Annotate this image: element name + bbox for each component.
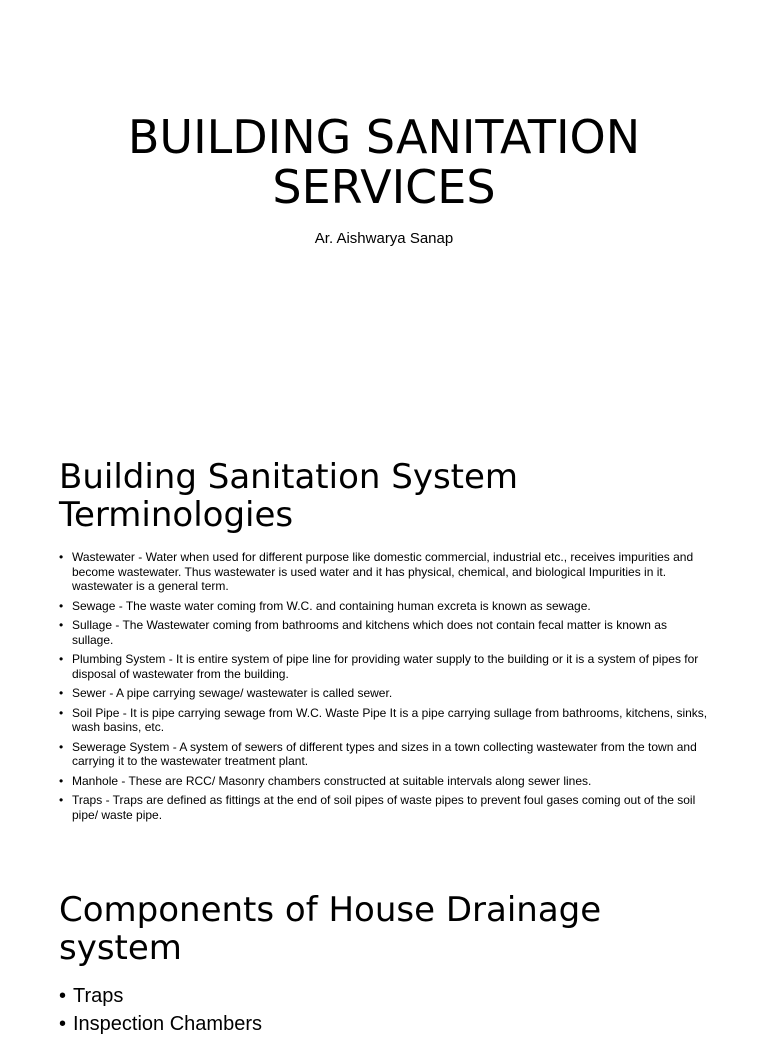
list-item: • Traps [59,982,262,1010]
terminologies-heading-line-1: Building Sanitation System [59,457,519,497]
list-item: • Wastewater - Water when used for different purpose like domestic commercial, industrial etc., receives impurities and become wastewater. Thus wastewater is used water and it has physical, chemical, and biological Impurities in it. wastewater is a general term. [59,550,709,594]
page-title-line-2: SERVICES [272,160,496,214]
terminologies-heading [59,458,518,534]
components-heading-line-1: Components of House Drainage [59,890,602,930]
terminology-list [59,550,709,827]
list-item: • Inspection Chambers [59,1010,262,1038]
list-item: • Soil Pipe - It is pipe carrying sewage from W.C. Waste Pipe It is a pipe carrying sullage from bathrooms, kitchens, sinks, wash basins, etc. [59,706,709,735]
list-item: • Sullage - The Wastewater coming from bathrooms and kitchens which does not contain fecal matter is known as sullage. [59,618,709,647]
list-item: • Traps - Traps are defined as fittings at the end of soil pipes of waste pipes to prevent foul gases coming out of the soil pipe/ waste pipe. [59,793,709,822]
page-title-line-1: BUILDING SANITATION [127,110,641,164]
components-list [59,982,262,1038]
list-item: • Sewerage System - A system of sewers of different types and sizes in a town collecting wastewater from the town and carrying it to the wastewater treatment plant. [59,740,709,769]
list-item: • Sewage - The waste water coming from W.C. and containing human excreta is known as sewage. [59,599,709,614]
components-heading-line-2: system [59,928,182,968]
terminologies-heading-line-2: Terminologies [59,495,294,535]
author-name: Ar. Aishwarya Sanap [314,230,454,247]
components-heading [59,891,601,967]
list-item: • Sewer - A pipe carrying sewage/ wastewater is called sewer. [59,686,709,701]
list-item: • Manhole - These are RCC/ Masonry chambers constructed at suitable intervals along sewer lines. [59,774,709,789]
page-title [0,112,768,212]
list-item: • Plumbing System - It is entire system of pipe line for providing water supply to the building or it is a system of pipes for disposal of wastewater from the building. [59,652,709,681]
